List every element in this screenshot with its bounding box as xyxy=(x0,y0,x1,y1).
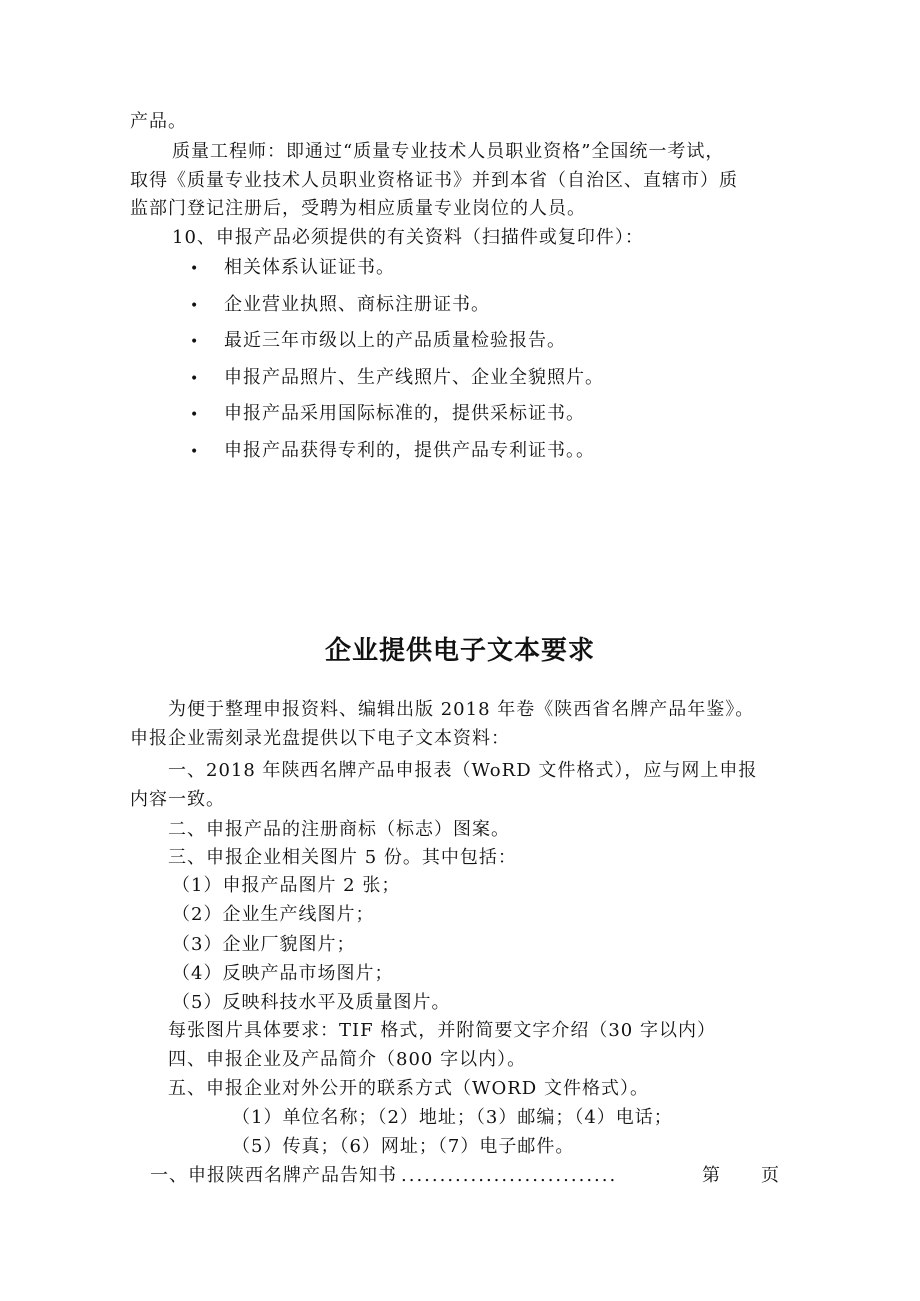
bullet-item xyxy=(190,366,604,391)
bullet-icon: • xyxy=(190,444,200,460)
toc-page-prefix: 第 xyxy=(702,1165,721,1186)
section-title: 企业提供电子文本要求 xyxy=(324,636,595,666)
sub-item: （4）反映产品市场图片； xyxy=(172,963,394,984)
bullet-item xyxy=(190,402,585,427)
item-1-line-1: 一、2018 年陕西名牌产品申报表（WoRD 文件格式），应与网上申报 xyxy=(168,760,758,781)
sub-item: （5）反映科技水平及质量图片。 xyxy=(172,992,451,1013)
bullet-item xyxy=(190,256,395,281)
bullet-text: 企业营业执照、商标注册证书。 xyxy=(224,294,490,315)
bullet-text: 相关体系认证证书。 xyxy=(224,257,395,278)
toc-label: 一、申报陕西名牌产品告知书 xyxy=(150,1165,397,1186)
item-10-heading: 10、申报产品必须提供的有关资料（扫描件或复印件）： xyxy=(172,227,644,248)
bullet-item xyxy=(190,293,490,318)
engineer-definition-line-3: 监部门登记注册后，受聘为相应质量专业岗位的人员。 xyxy=(130,198,586,219)
item-1-line-2: 内容一致。 xyxy=(130,789,225,810)
contact-line-2: （5）传真；（6）网址；（7）电子邮件。 xyxy=(232,1136,575,1157)
bullet-icon: • xyxy=(190,407,200,423)
engineer-definition-line-1: 质量工程师：即通过“质量专业技术人员职业资格”全国统一考试， xyxy=(172,141,725,162)
sub-item: （1）申报产品图片 2 张； xyxy=(172,875,401,896)
intro-line-1: 为便于整理申报资料、编辑出版 2018 年卷《陕西省名牌产品年鉴》。 xyxy=(168,699,755,720)
item-5: 五、申报企业对外公开的联系方式（WORD 文件格式）。 xyxy=(168,1078,649,1099)
photo-requirement: 每张图片具体要求：TIF 格式，并附简要文字介绍（30 字以内） xyxy=(168,1020,716,1041)
bullet-text: 申报产品照片、生产线照片、企业全貌照片。 xyxy=(224,367,604,388)
toc-entry[interactable] xyxy=(150,1164,780,1188)
bullet-text: 申报产品获得专利的，提供产品专利证书。。 xyxy=(224,440,595,461)
item-2: 二、申报产品的注册商标（标志）图案。 xyxy=(168,819,510,840)
bullet-text: 最近三年市级以上的产品质量检验报告。 xyxy=(224,330,566,351)
bullet-icon: • xyxy=(190,298,200,314)
bullet-item xyxy=(190,439,595,464)
bullet-icon: • xyxy=(190,334,200,350)
intro-line-2: 申报企业需刻录光盘提供以下电子文本资料： xyxy=(130,728,510,749)
sub-item: （2）企业生产线图片； xyxy=(172,904,375,925)
contact-line-1: （1）单位名称；（2）地址；（3）邮编；（4）电话； xyxy=(232,1107,673,1128)
bullet-icon: • xyxy=(190,261,200,277)
bullet-icon: • xyxy=(190,371,200,387)
sub-item: （3）企业厂貌图片； xyxy=(172,934,356,955)
text-line-product: 产品。 xyxy=(130,111,187,132)
item-3: 三、申报企业相关图片 5 份。其中包括： xyxy=(168,847,517,868)
toc-leader-dots: ............................ xyxy=(401,1165,618,1186)
bullet-text: 申报产品采用国际标准的，提供采标证书。 xyxy=(224,403,585,424)
engineer-definition-line-2: 取得《质量专业技术人员职业资格证书》并到本省（自治区、直辖市）质 xyxy=(130,170,738,191)
toc-page-suffix: 页 xyxy=(761,1165,780,1186)
item-4: 四、申报企业及产品简介（800 字以内）。 xyxy=(168,1049,527,1070)
bullet-item xyxy=(190,329,566,354)
